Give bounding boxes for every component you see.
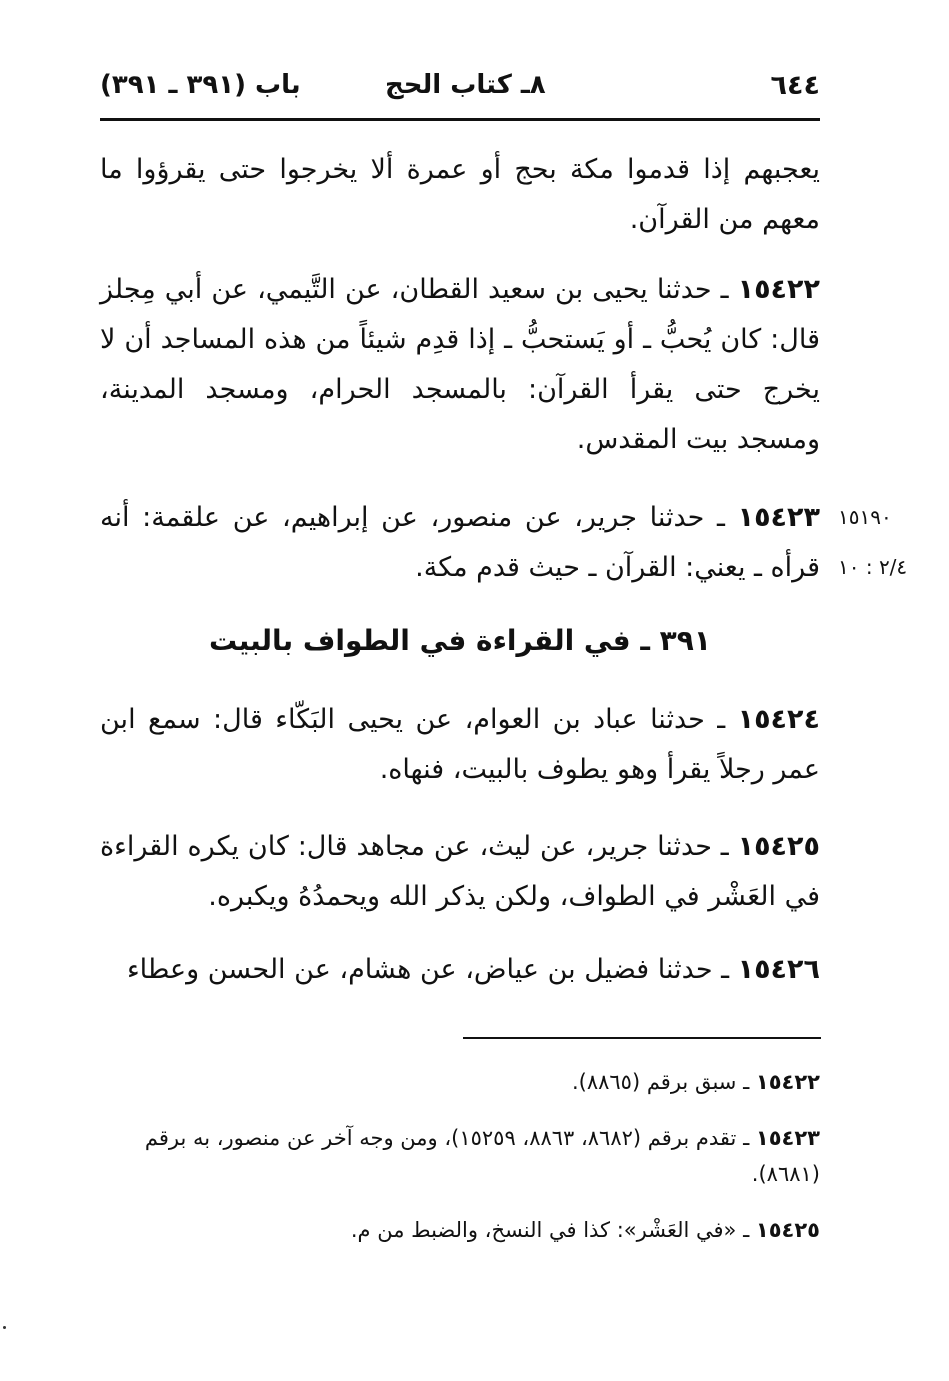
hadith-paragraph bbox=[100, 945, 820, 995]
hadith-text: ـ حدثنا عباد بن العوام، عن يحيى البَكّاء قال: سمع ابن عمر رجلاً يقرأ وهو يطوف بالبيت، فنهاه. bbox=[100, 704, 820, 785]
hadith-number: ١٥٤٢٤ bbox=[737, 704, 820, 735]
paragraph-continuation bbox=[100, 145, 820, 245]
footnote bbox=[100, 1212, 820, 1248]
header-rule bbox=[100, 118, 820, 121]
hadith-paragraph bbox=[100, 695, 820, 795]
section-heading: ٣٩١ ـ في القراءة في الطواف بالبيت bbox=[209, 624, 711, 657]
margin-reference: ٢/٤ : ١٠ bbox=[838, 555, 908, 579]
footnote-number: ١٥٤٢٢ bbox=[755, 1070, 820, 1094]
footnote-number: ١٥٤٢٣ bbox=[755, 1126, 820, 1150]
hadith-text: ـ حدثنا فضيل بن عياض، عن هشام، عن الحسن وعطاء bbox=[126, 954, 738, 985]
hadith-number: ١٥٤٢٥ bbox=[737, 831, 820, 862]
hadith-number: ١٥٤٢٣ bbox=[737, 502, 820, 533]
book-title: ٨ـ كتاب الحج bbox=[385, 70, 546, 100]
margin-reference: ١٥١٩٠ bbox=[838, 505, 892, 529]
hadith-paragraph bbox=[100, 822, 820, 922]
running-header bbox=[100, 70, 820, 110]
hadith-text: ـ حدثنا يحيى بن سعيد القطان، عن التَّيمي، عن أبي مِجلز قال: كان يُحبُّ ـ أو يَستحبُّ ـ إذا قدِم شيئاً من هذه المساجد أن لا يخرج حتى يقرأ القرآن: بالمسجد الحرام، ومسجد المدينة، ومسجد بيت المقدس. bbox=[100, 274, 820, 455]
hadith-paragraph bbox=[100, 265, 820, 465]
footnote-number: ١٥٤٢٥ bbox=[755, 1218, 820, 1242]
hadith-number: ١٥٤٢٦ bbox=[737, 954, 820, 985]
footnote-rule bbox=[463, 1037, 821, 1039]
scan-speck bbox=[3, 1326, 6, 1329]
footnote-text: ـ سبق برقم (٨٨٦٥). bbox=[571, 1070, 756, 1094]
footnote bbox=[100, 1064, 820, 1100]
hadith-text: ـ حدثنا جرير، عن منصور، عن إبراهيم، عن علقمة: أنه قرأه ـ يعني: القرآن ـ حيث قدم مكة. bbox=[100, 502, 820, 583]
footnote-text: ـ تقدم برقم (٨٦٨٢، ٨٨٦٣، ١٥٢٥٩)، ومن وجه آخر عن منصور، به برقم (٨٦٨١). bbox=[144, 1126, 820, 1186]
hadith-text: ـ حدثنا جرير، عن ليث، عن مجاهد قال: كان يكره القراءة في العَشْر في الطواف، ولكن يذكر الله ويحمدُهُ ويكبره. bbox=[100, 831, 820, 912]
footnote bbox=[100, 1120, 820, 1192]
page-number: ٦٤٤ bbox=[770, 70, 820, 101]
paragraph-text: يعجبهم إذا قدموا مكة بحج أو عمرة ألا يخرجوا حتى يقرؤوا ما معهم من القرآن. bbox=[100, 154, 820, 235]
footnote-text: ـ «في العَشْر»: كذا في النسخ، والضبط من م. bbox=[350, 1218, 756, 1242]
hadith-number: ١٥٤٢٢ bbox=[737, 274, 820, 305]
chapter-reference: باب (٣٩١ ـ ٣٩١) bbox=[100, 70, 301, 100]
hadith-paragraph bbox=[100, 493, 820, 593]
